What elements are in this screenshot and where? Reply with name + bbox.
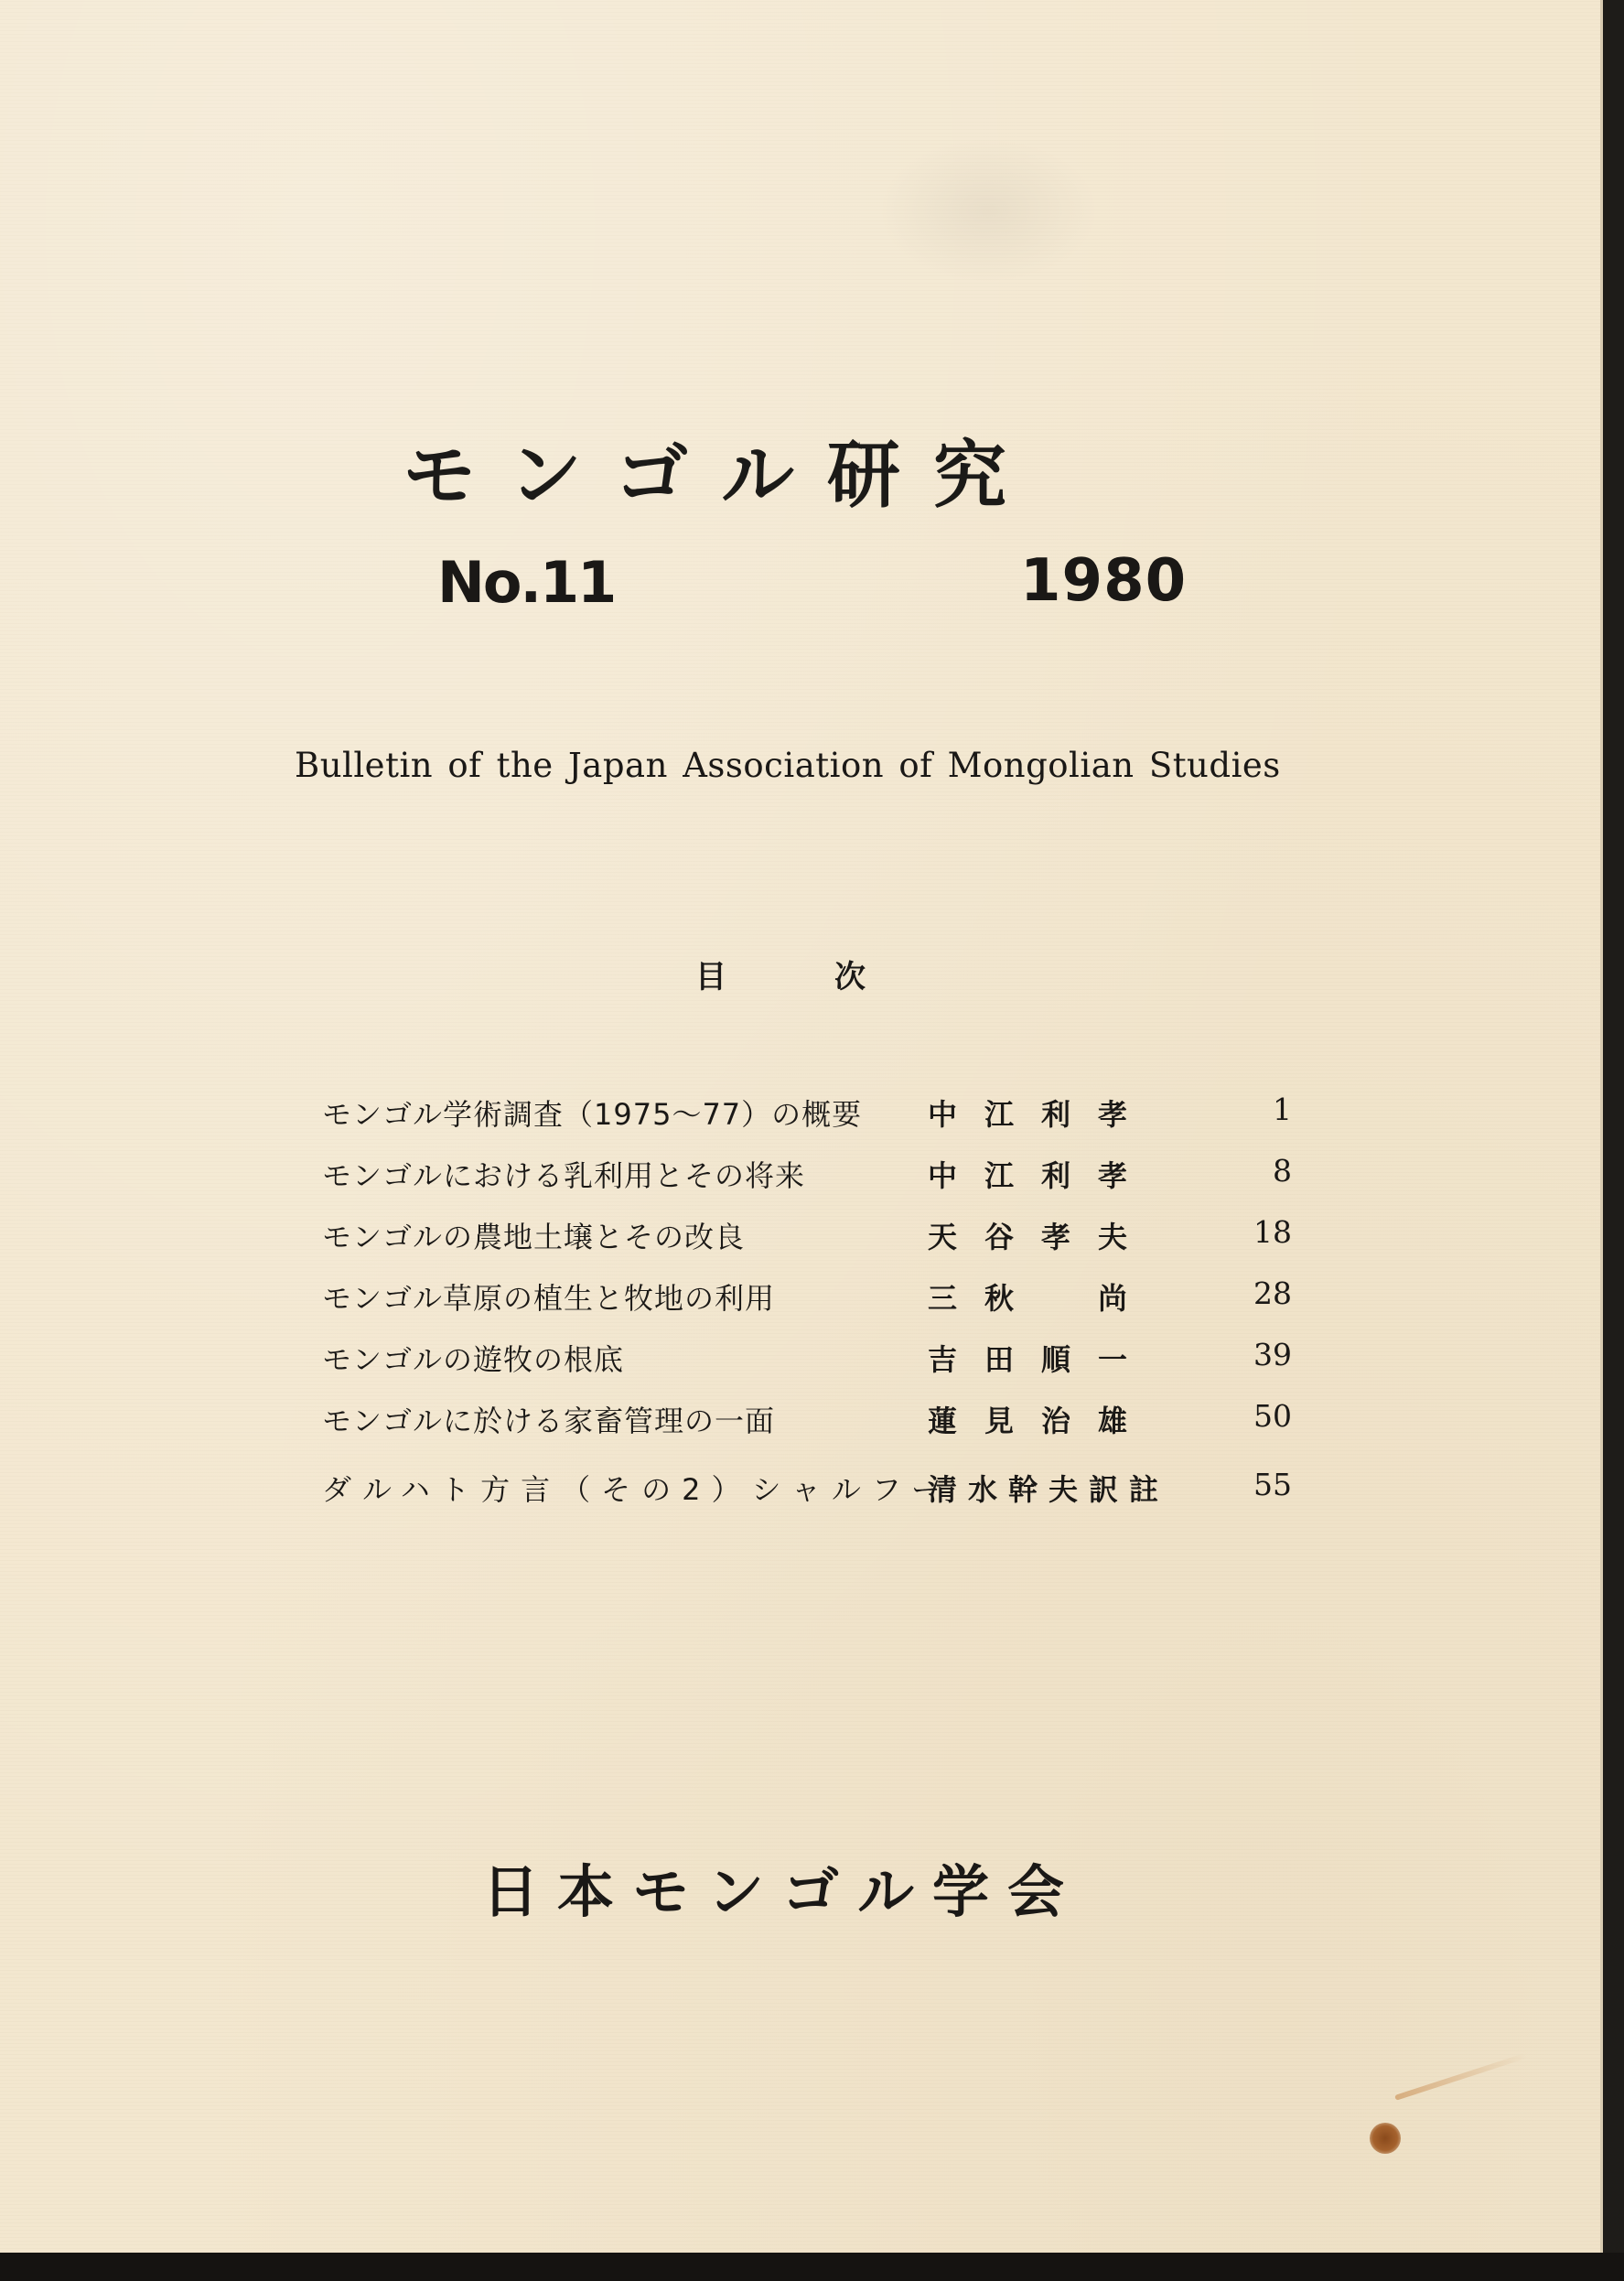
toc-entry: [322, 1337, 1292, 1398]
issue-year: 1980: [1020, 547, 1188, 615]
toc-entry: [322, 1153, 1292, 1214]
toc-entry-page: 39: [1253, 1337, 1292, 1372]
toc-entry-title: モンゴルにおける乳利用とその将来: [322, 1158, 806, 1193]
toc-entry: [322, 1398, 1292, 1459]
toc-entry-title: モンゴルに於ける家畜管理の一面: [322, 1404, 776, 1438]
stain-streak: [1394, 2053, 1527, 2101]
toc-entry-title: モンゴルの遊牧の根底: [322, 1342, 625, 1377]
toc-heading: 目次: [695, 959, 973, 995]
toc-entry: [322, 1092, 1292, 1153]
toc-entry-author: 三秋 尚: [928, 1281, 1156, 1316]
toc-entry-page: 55: [1253, 1467, 1292, 1502]
toc-entry-author: 吉田順一: [928, 1342, 1156, 1377]
toc-entry-author: 中江利孝: [928, 1158, 1156, 1193]
toc-entry-author: 蓮見治雄: [928, 1404, 1156, 1438]
toc-entry-page: 18: [1253, 1214, 1292, 1250]
toc-entry-author: 清水幹夫訳註: [928, 1472, 1170, 1507]
english-subtitle: Bulletin of the Japan Association of Mongolian Studies: [295, 746, 1281, 785]
toc-entry-page: 8: [1273, 1153, 1292, 1189]
pencil-marking: [878, 137, 1098, 284]
scan-background-edge: [0, 2253, 1624, 2281]
stain-spot: [1370, 2123, 1401, 2154]
toc-entry-title: モンゴルの農地土壌とその改良: [322, 1220, 746, 1254]
toc-entry-title: モンゴル草原の植生と牧地の利用: [322, 1281, 776, 1316]
table-of-contents: [322, 1092, 1292, 1533]
toc-entry-author: 天谷孝夫: [928, 1220, 1156, 1254]
toc-entry: [322, 1214, 1292, 1275]
publisher-name: 日本モンゴル学会: [482, 1858, 1083, 1925]
toc-entry-title: モンゴル学術調査（1975〜77）の概要: [322, 1097, 863, 1132]
toc-entry-title: ダルハト方言（その2）シャルフー: [322, 1472, 952, 1507]
toc-entry-page: 1: [1273, 1092, 1292, 1127]
journal-title: モンゴル研究: [403, 433, 1039, 518]
toc-entry-page: 28: [1253, 1275, 1292, 1311]
toc-entry-author: 中江利孝: [928, 1097, 1156, 1132]
toc-entry-page: 50: [1253, 1398, 1292, 1434]
toc-entry: [322, 1459, 1292, 1533]
issue-number: No.11: [437, 549, 616, 616]
toc-entry: [322, 1275, 1292, 1337]
